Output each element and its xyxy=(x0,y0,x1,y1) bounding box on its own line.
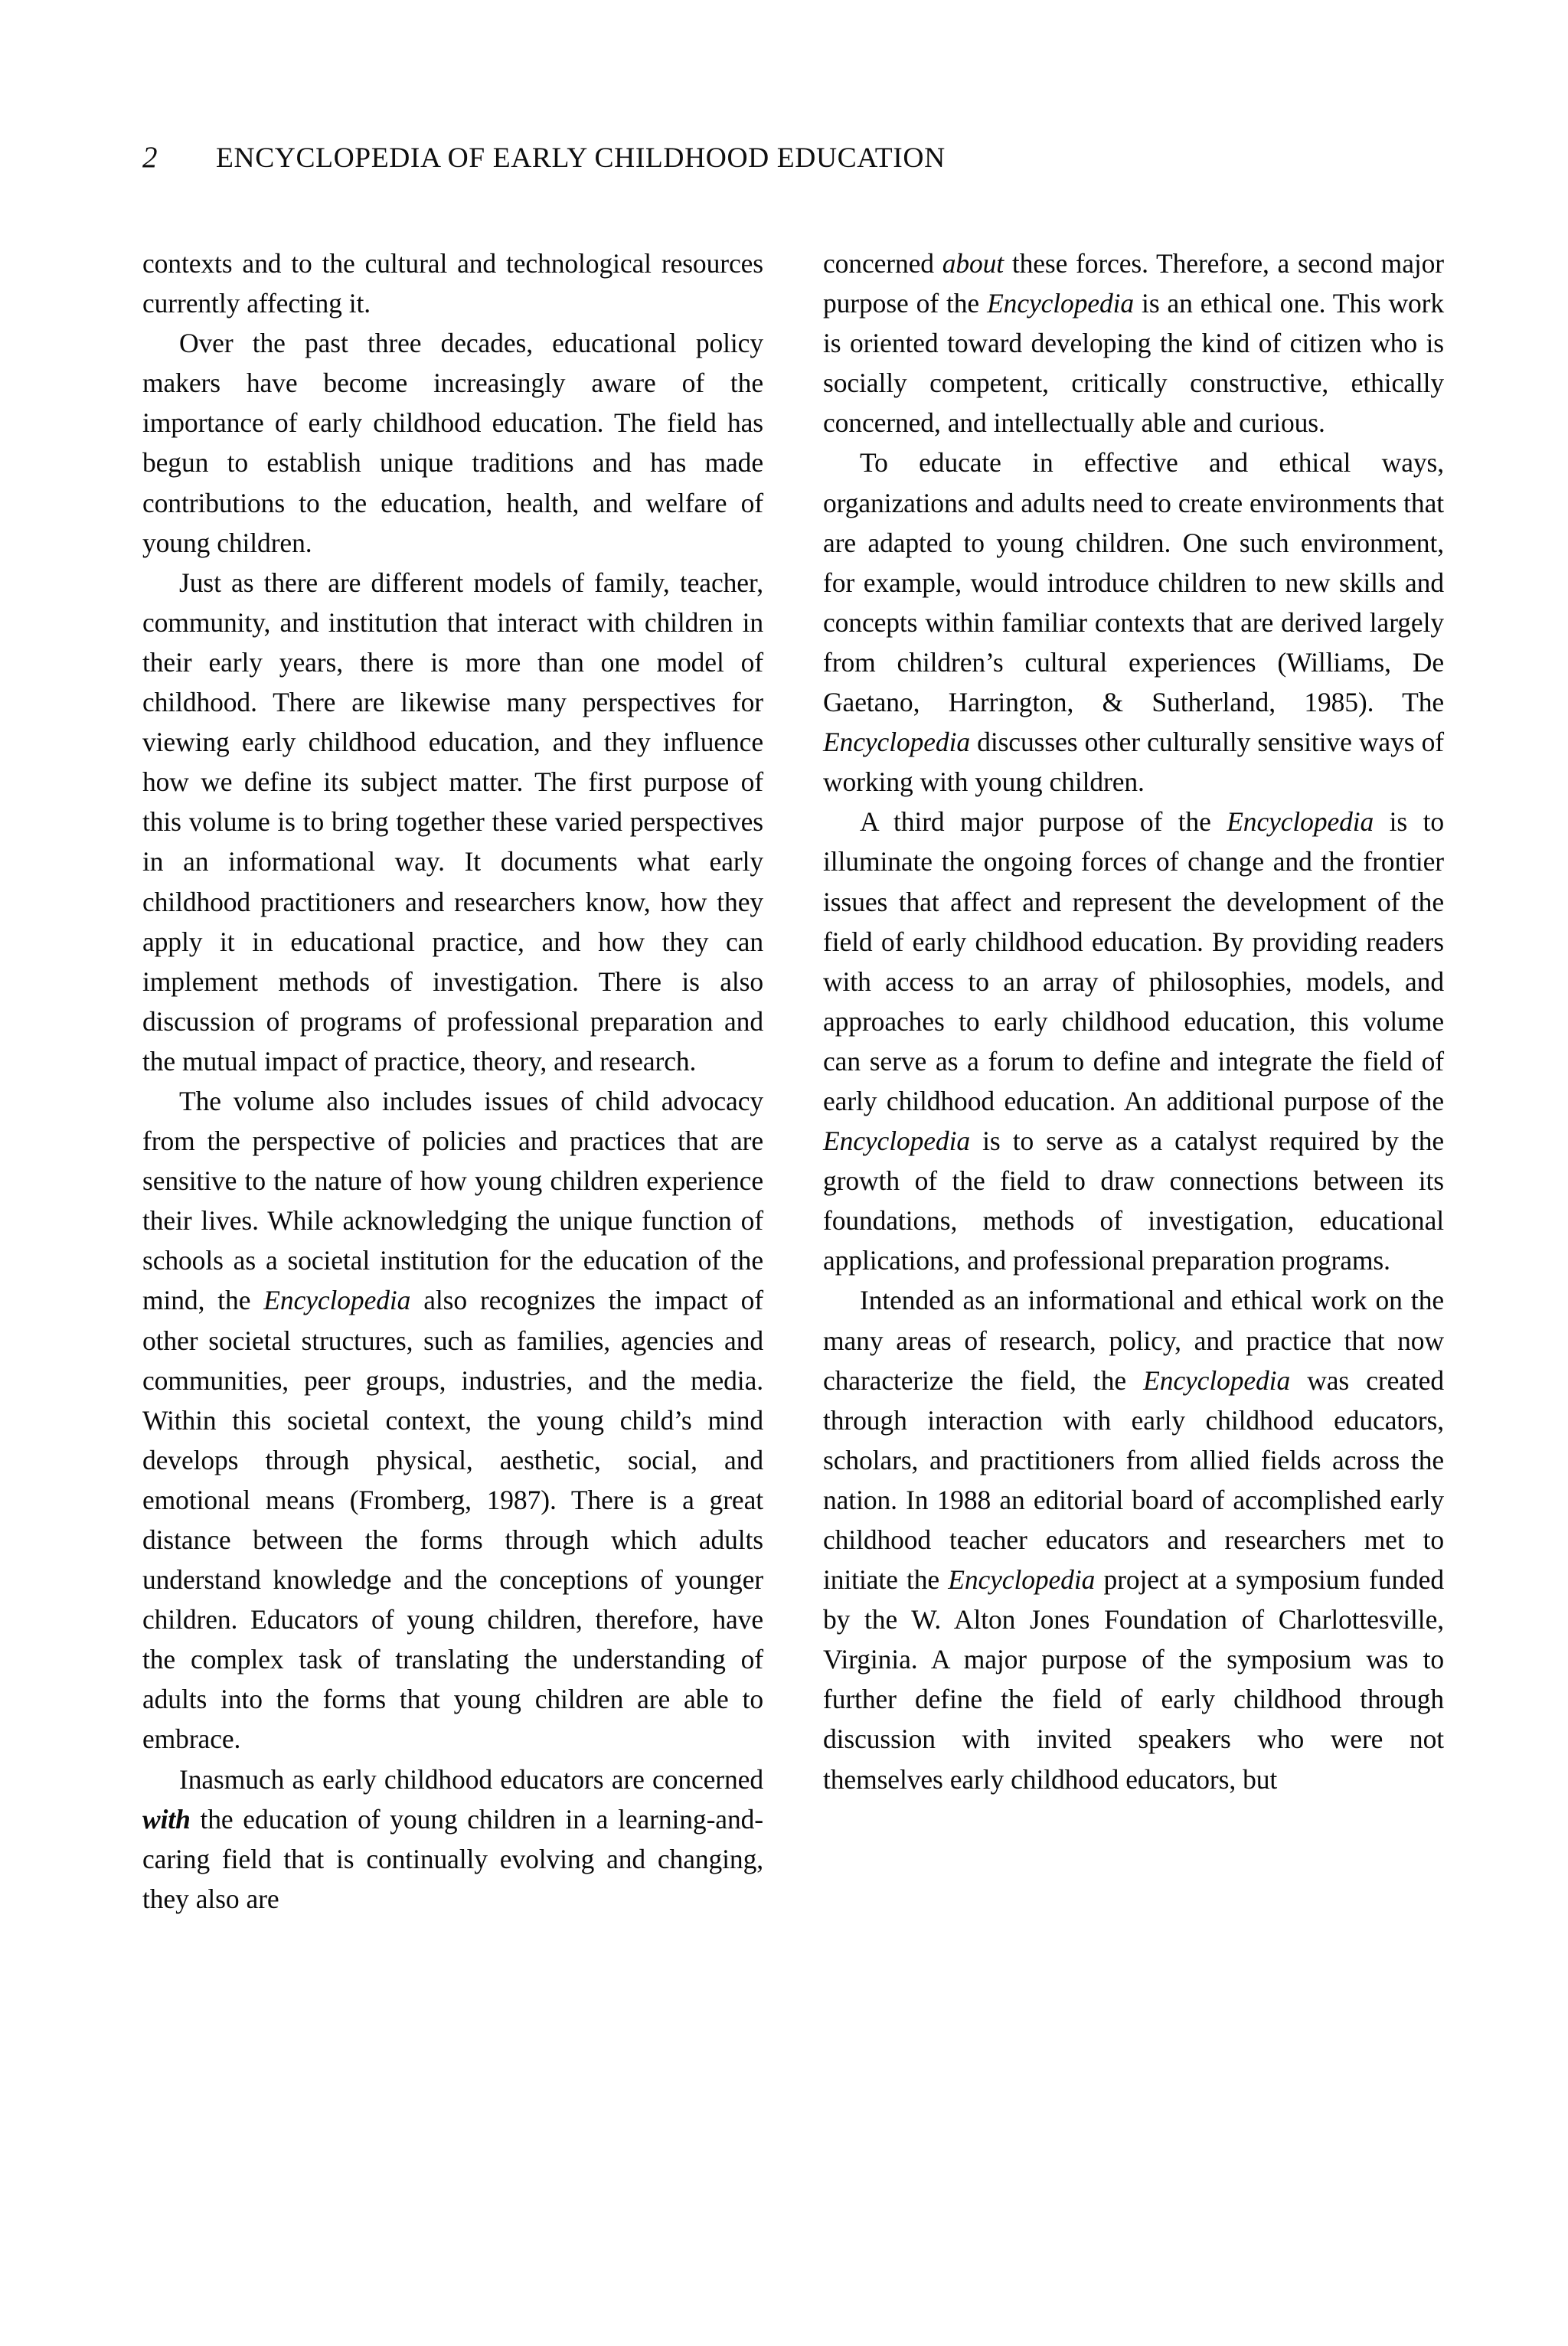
emphasized-text: Encyclopedia xyxy=(948,1564,1096,1596)
right-column-paragraph: To educate in effective and ethical ways, organizations and adults need to create environments that are adapted to young children. One such environment, for example, would introduce children to new skills and concepts within familiar contexts that are derived largely from children’s cultural experiences (Williams, De Gaetano, Harrington, & Sutherland, 1985). The Encyclopedia discusses other culturally sensitive ways of working with young children. xyxy=(823,447,1444,798)
emphasized-text: about xyxy=(942,248,1004,279)
emphasized-text: Encyclopedia xyxy=(1227,806,1374,838)
left-column-paragraph: Just as there are different models of family, teacher, community, and institution that interact with children in their early years, there is more than one model of childhood. There are likewise many perspectives for viewing early childhood education, and they influence how we define its subject matter. The first purpose of this volume is to bring together these varied perspectives in an informational way. It documents what early childhood practitioners and researchers know, how they apply it in educational practice, and how they can implement methods of investigation. There is also discussion of programs of professional preparation and the mutual impact of practice, theory, and research. xyxy=(142,567,763,1077)
body-columns xyxy=(142,243,1444,2234)
running-head xyxy=(142,140,1444,183)
emphasized-text: Encyclopedia xyxy=(823,1126,970,1157)
emphasized-text: Encyclopedia xyxy=(987,288,1135,319)
emphasized-text: with xyxy=(142,1803,191,1835)
emphasized-text: Encyclopedia xyxy=(263,1285,411,1316)
left-column-paragraph: contexts and to the cultural and technological resources currently affecting it. xyxy=(142,248,763,319)
right-column xyxy=(823,243,1444,2234)
left-column-paragraph: The volume also includes issues of child advocacy from the perspective of policies and practices that are sensitive to the nature of how young children experience their lives. While acknowledging the unique function of schools as a societal institution for the education of the mind, the Encyclopedia also recognizes the impact of other societal structures, such as families, agencies and communities, peer groups, industries, and the media. Within this societal context, the young child’s mind develops through physical, aesthetic, social, and emotional means (Fromberg, 1987). There is a great distance between the forms through which adults understand knowledge and the conceptions of younger children. Educators of young children, therefore, have the complex task of translating the understanding of adults into the forms that young children are able to embrace. xyxy=(142,1085,763,1755)
emphasized-text: Encyclopedia xyxy=(1143,1364,1291,1396)
right-column-paragraph: A third major purpose of the Encyclopedia is to illuminate the ongoing forces of change and the frontier issues that affect and represent the development of the field of early childhood education. By providing readers with access to an array of philosophies, models, and approaches to early childhood education, this volume can serve as a forum to define and integrate the field of early childhood education. An additional purpose of the Encyclopedia is to serve as a catalyst required by the growth of the field to draw connections between its foundations, methods of investigation, educational applications, and professional preparation programs. xyxy=(823,806,1444,1276)
left-column-paragraph: Inasmuch as early childhood educators are concerned with the education of young children in a learning-and-caring field that is continually evolving and changing, they also are xyxy=(142,1763,763,1914)
left-column-paragraph: Over the past three decades, educational policy makers have become increasingly aware of the importance of early childhood education. The field has begun to establish unique traditions and has made contributions to the education, health, and welfare of young children. xyxy=(142,328,763,558)
right-column-paragraph: concerned about these forces. Therefore, a second major purpose of the Encyclopedia is an ethical one. This work is oriented toward developing the kind of citizen who is socially competent, critically constructive, ethically concerned, and intellectually able and curious. xyxy=(823,248,1445,439)
running-head-title: ENCYCLOPEDIA OF EARLY CHILDHOOD EDUCATION xyxy=(216,142,946,174)
emphasized-text: Encyclopedia xyxy=(823,727,970,758)
right-column-paragraph: Intended as an informational and ethical work on the many areas of research, policy, and practice that now characterize the field, the Encyclopedia was created through interaction with early childhood educators, scholars, and practitioners from allied fields across the nation. In 1988 an editorial board of accomplished early childhood teacher educators and researchers met to initiate the Encyclopedia project at a symposium funded by the W. Alton Jones Foundation of Charlottesville, Virginia. A major purpose of the symposium was to further define the field of early childhood through discussion with invited speakers who were not themselves early childhood educators, but xyxy=(823,1285,1444,1795)
page-number: 2 xyxy=(142,141,158,174)
left-column xyxy=(142,243,763,2234)
